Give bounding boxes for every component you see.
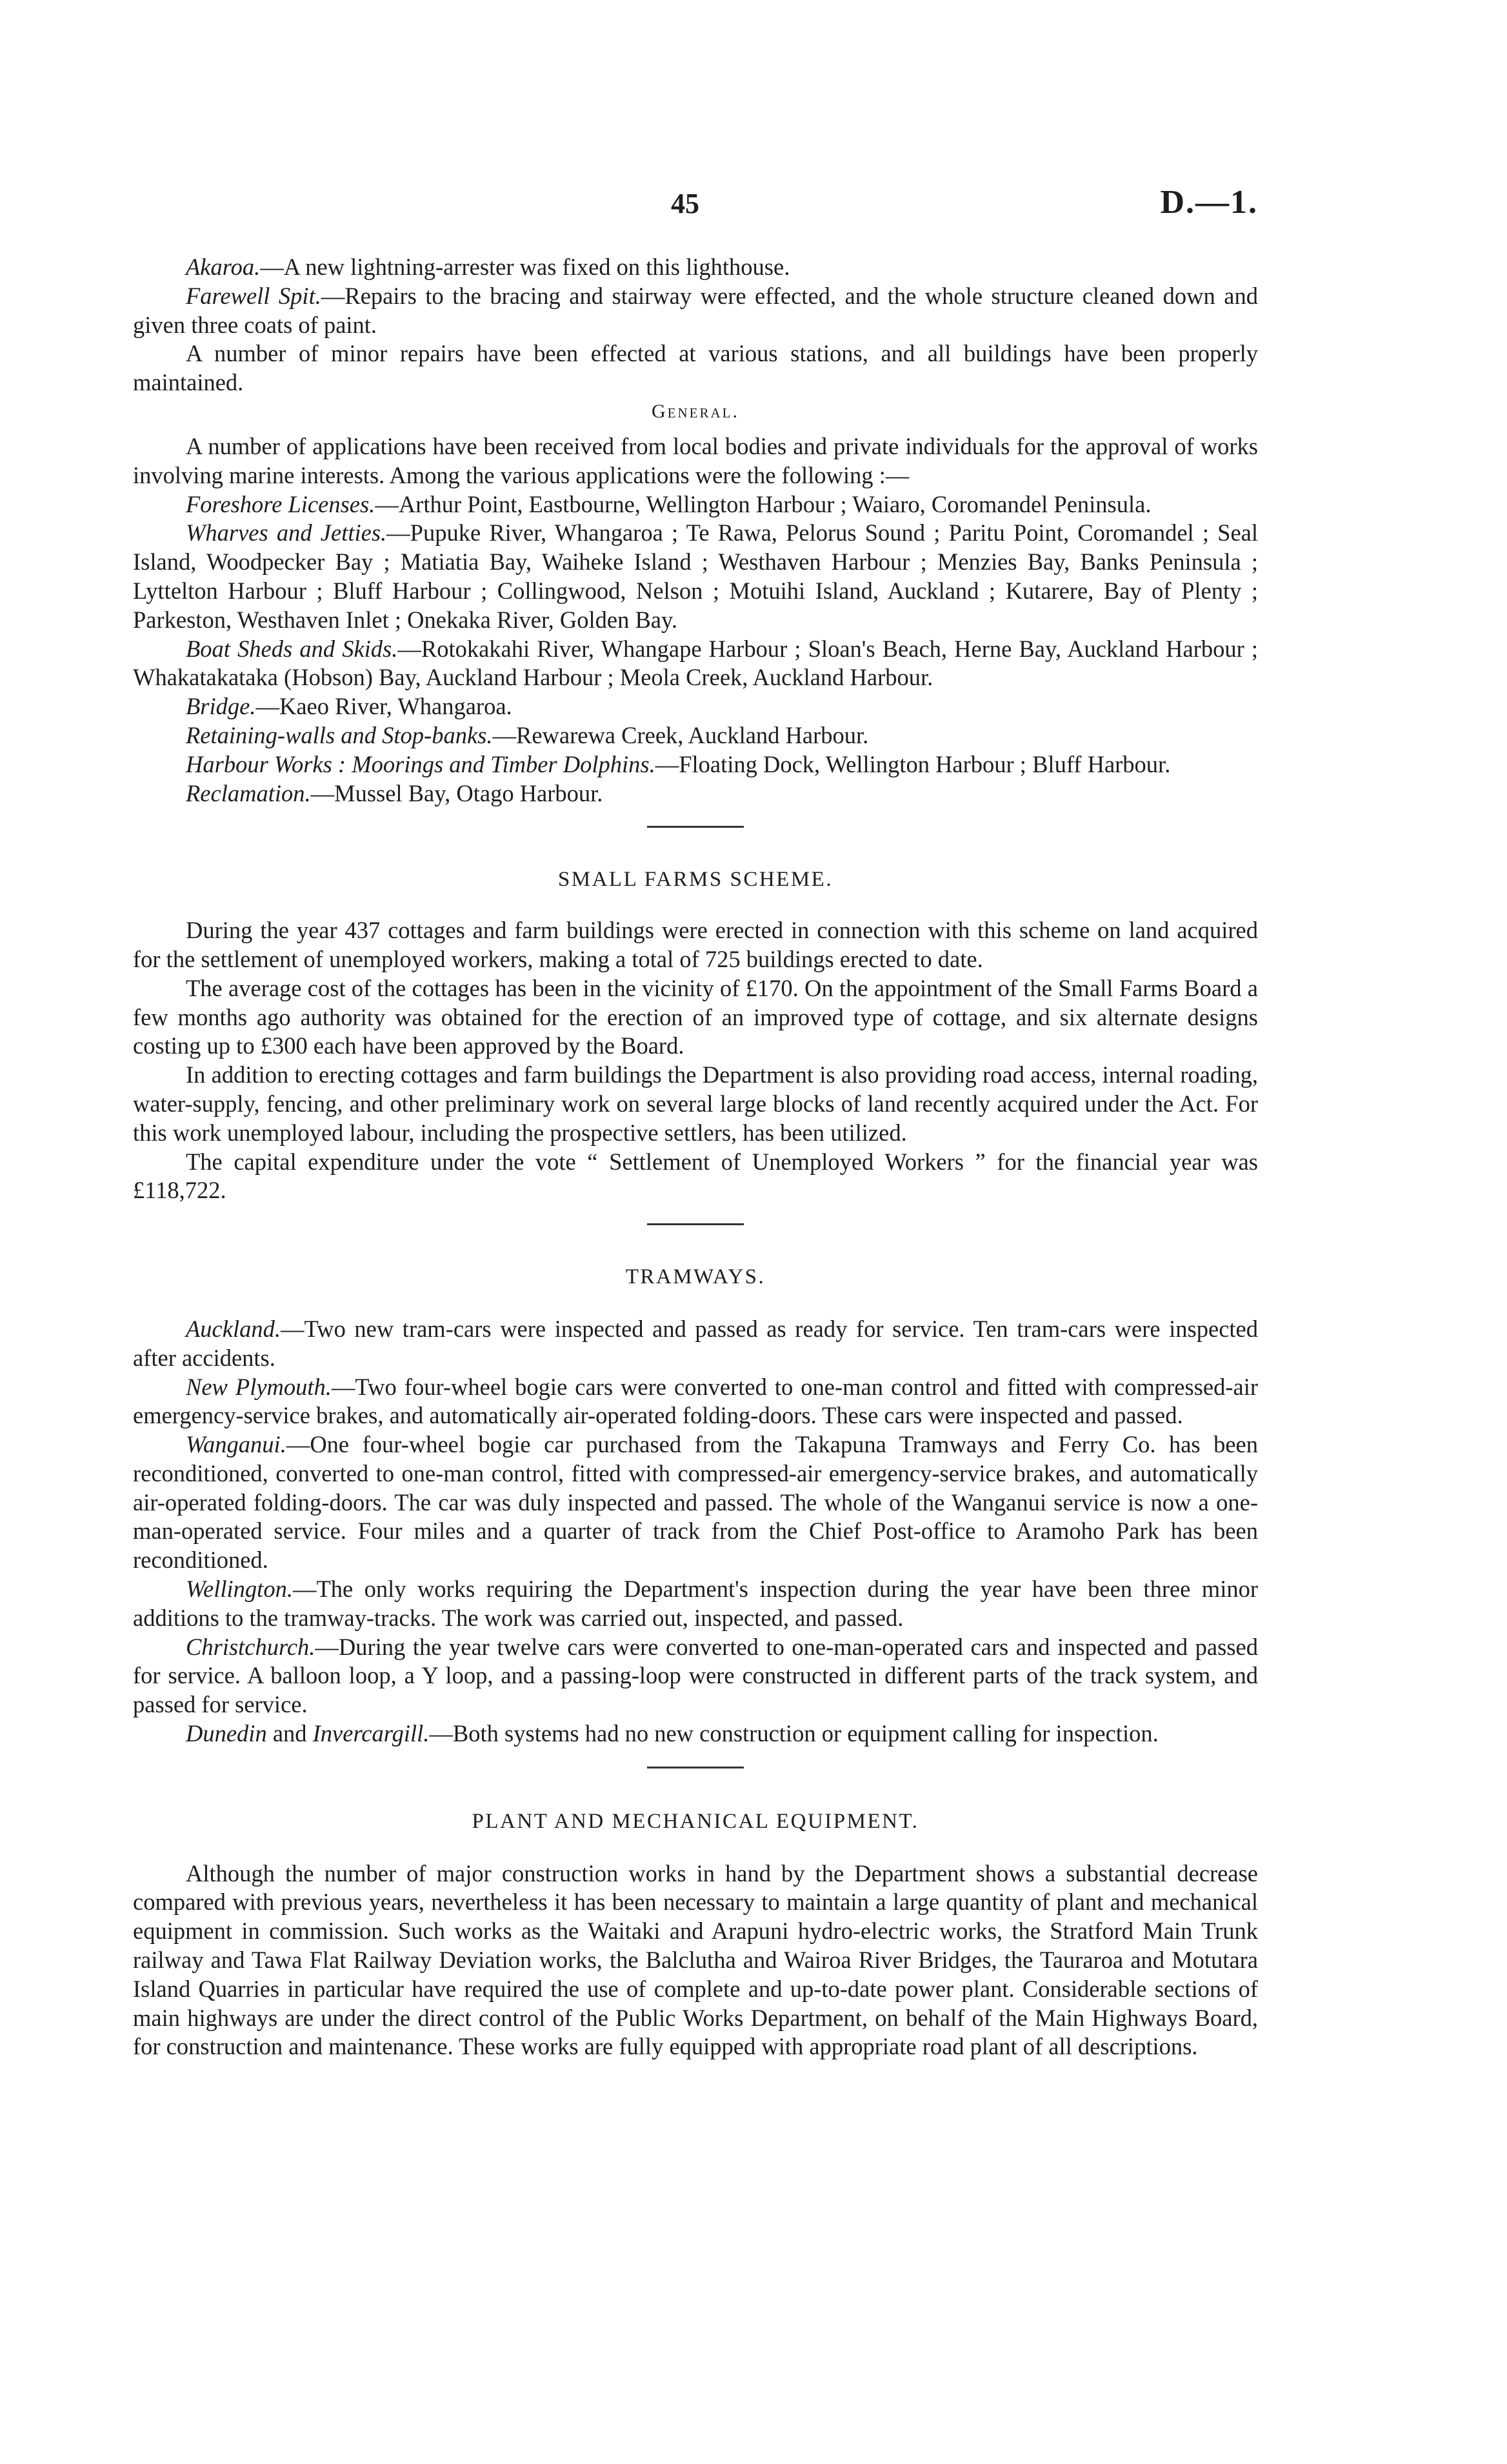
item-text: —Floating Dock, Wellington Harbour ; Bluff Harbour. [655, 750, 1171, 777]
list-item [133, 490, 1258, 519]
section-heading-general: General. [652, 400, 739, 422]
paragraph-text: —A new lightning-arrester was fixed on this lighthouse. [260, 254, 790, 280]
item-text: —One four-wheel bogie car purchased from the Takapuna Tramways and Ferry Co. has been reconditioned, converted to one-man control, fitted with compressed-air emergency-service brakes, and automatically air-operated folding-doors. The car was duly inspected and passed. The whole of the Wanganui service is now a one-man-operated service. Four miles and a quarter of track from the Chief Post-office to Aramoho Park has been reconditioned. [133, 1431, 1258, 1574]
item-text: —Pupuke River, Whangaroa ; Te Rawa, Pelorus Sound ; Paritu Point, Coromandel ; Seal Island, Woodpecker Bay ; Matiatia Bay, Waiheke Island ; Westhaven Harbour ; Menzies Bay, Banks Peninsula ; Lyttelton Harbour ; Bluff Harbour ; Collingwood, Nelson ; Motuihi Island, Auckland ; Kutarere, Bay of Plenty ; Parkeston, Westhaven Inlet ; Onekaka River, Golden Bay. [133, 519, 1258, 633]
list-item [133, 1575, 1258, 1633]
item-text: —Two four-wheel bogie cars were converted to one-man control and fitted with compressed-air emergency-service brakes, and automatically air-operated folding-doors. These cars were inspected and passed. [133, 1373, 1258, 1429]
item-title: Retaining-walls and Stop-banks. [186, 721, 493, 748]
item-title: Christchurch. [186, 1633, 315, 1660]
paragraph-small-farms: During the year 437 cottages and farm buildings were erected in connection with this scheme on land acquired for the settlement of unemployed workers, making a total of 725 buildings erected to date. [133, 917, 1258, 972]
paragraph-akaroa [133, 253, 1258, 282]
list-item [133, 779, 1258, 808]
list-item [133, 1315, 1258, 1373]
paragraph-general-intro [133, 432, 1258, 490]
item-title: Foreshore Licenses. [186, 490, 375, 517]
item-text: —During the year twelve cars were converted to one-man-operated cars and inspected and passed for service. A balloon loop, a Y loop, and a passing-loop were constructed in different parts of the track system, and passed for service. [133, 1633, 1258, 1718]
paragraph-text: —Repairs to the bracing and stairway were effected, and the whole structure cleaned down and given three coats of paint. [133, 282, 1258, 338]
document-reference: D.—1. [1160, 184, 1258, 221]
item-title: New Plymouth. [186, 1373, 332, 1400]
item-text: —Arthur Point, Eastbourne, Wellington Harbour ; Waiaro, Coromandel Peninsula. [375, 490, 1152, 517]
item-title: Wanganui. [186, 1431, 286, 1458]
list-item [133, 635, 1258, 693]
paragraph-small-farms: The capital expenditure under the vote “ Settlement of Unemployed Workers ” for the financial year was £118,722. [133, 1148, 1258, 1204]
paragraph-text: A number of applications have been received from local bodies and private individuals for the approval of works involving marine interests. Among the various applications were the following :— [133, 432, 1258, 488]
paragraph-title: Akaroa. [186, 254, 261, 280]
item-text: —The only works requiring the Department's inspection during the year have been three minor additions to the tramway-tracks. The work was carried out, inspected, and passed. [133, 1576, 1258, 1631]
item-text: —Rotokakahi River, Whangape Harbour ; Sloan's Beach, Herne Bay, Auckland Harbour ; Whakatakataka (Hobson) Bay, Auckland Harbour ; Meola Creek, Auckland Harbour. [133, 635, 1258, 691]
item-title: Boat Sheds and Skids. [186, 635, 398, 662]
list-item [133, 750, 1258, 779]
item-text: —Both systems had no new construction or equipment calling for inspection. [429, 1720, 1159, 1747]
paragraph-small-farms: In addition to erecting cottages and farm buildings the Department is also providing road access, internal roading, water-supply, fencing, and other preliminary work on several large blocks of land recently acquired under the Act. For this work unemployed labour, including the prospective settlers, has been utilized. [133, 1061, 1258, 1146]
section-heading-tramways: TRAMWAYS. [625, 1265, 766, 1289]
section-divider [647, 1767, 744, 1768]
list-item [133, 721, 1258, 750]
item-text: —Kaeo River, Whangaroa. [255, 693, 512, 720]
section-heading-plant: PLANT AND MECHANICAL EQUIPMENT. [472, 1809, 919, 1833]
item-title: Wharves and Jetties. [186, 519, 387, 546]
paragraph-farewell-spit [133, 282, 1258, 340]
paragraph-small-farms: The average cost of the cottages has been in the vicinity of £170. On the appointment of the Small Farms Board a few months ago authority was obtained for the erection of an improved type of cottage, and six alternate designs costing up to £300 each have been approved by the Board. [133, 974, 1258, 1059]
page-number: 45 [671, 188, 699, 219]
item-text: —Two new tram-cars were inspected and passed as ready for service. Ten tram-cars were inspected after accidents. [133, 1315, 1258, 1371]
paragraph-text: A number of minor repairs have been effected at various stations, and all buildings have been properly maintained. [133, 340, 1258, 396]
list-item [133, 1430, 1258, 1575]
item-joiner: and [266, 1720, 313, 1747]
list-item [133, 1373, 1258, 1431]
page-content [133, 253, 1258, 2061]
paragraph-title: Farewell Spit. [186, 282, 321, 309]
page-header [0, 184, 1507, 226]
list-item [133, 1633, 1258, 1719]
section-heading-small-farms: SMALL FARMS SCHEME. [557, 868, 833, 892]
item-title: Reclamation. [186, 779, 311, 806]
list-item [133, 692, 1258, 721]
paragraph-minor-repairs [133, 339, 1258, 397]
section-divider [647, 1223, 744, 1225]
item-text: —Rewarewa Creek, Auckland Harbour. [492, 721, 869, 748]
section-divider [647, 826, 744, 828]
item-title-secondary: Invercargill. [312, 1720, 430, 1747]
item-title: Auckland. [186, 1315, 281, 1342]
item-title: Bridge. [186, 693, 256, 720]
paragraph-plant: Although the number of major construction works in hand by the Department shows a substantial decrease compared with previous years, nevertheless it has been necessary to maintain a large quantity of plant and mechanical equipment in commission. Such works as the Waitaki and Arapuni hydro-electric works, the Stratford Main Trunk railway and Tawa Flat Railway Deviation works, the Balclutha and Wairoa River Bridges, the Tauraroa and Motutara Island Quarries in particular have required the use of complete and up-to-date power plant. Considerable sections of main highways are under the direct control of the Public Works Department, on behalf of the Main Highways Board, for construction and maintenance. These works are fully equipped with appropriate road plant of all descriptions. [133, 1859, 1258, 2060]
list-item [133, 519, 1258, 634]
item-title: Dunedin [186, 1720, 267, 1747]
list-item [133, 1719, 1258, 1748]
item-text: —Mussel Bay, Otago Harbour. [310, 779, 603, 806]
item-title: Harbour Works : Moorings and Timber Dolphins. [186, 750, 655, 777]
item-title: Wellington. [186, 1576, 293, 1603]
